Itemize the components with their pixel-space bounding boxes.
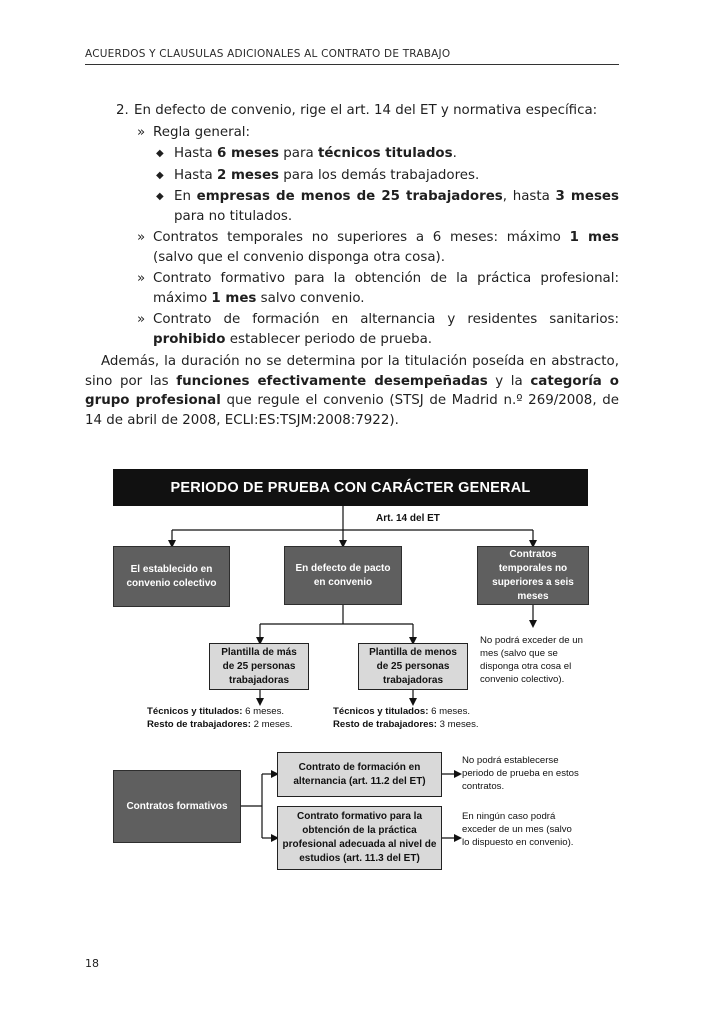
diamond-bullet-icon: ◆ — [156, 148, 164, 159]
item-number: 2. — [116, 103, 129, 118]
item-2-text: En defecto de convenio, rige el art. 14 del ET y normativa específica: — [134, 103, 598, 118]
running-header: ACUERDOS Y CLAUSULAS ADICIONALES AL CONTRATO DE TRABAJO — [85, 48, 619, 65]
bullet-item-2: ◆ Hasta 2 meses para los demás trabajadores. — [85, 166, 619, 186]
box-convenio-colectivo: El establecido en convenio colectivo — [113, 546, 230, 607]
art-14-label: Art. 14 del ET — [376, 513, 440, 524]
note-temporales: No podrá exceder de un mes (salvo que se disponga otra cosa el convenio colectivo). — [480, 635, 583, 685]
sub-item-practica: » Contrato formativo para la obtención de la práctica profesional: máximo 1 mes salvo convenio. — [137, 271, 619, 306]
bullet-item-3: ◆ En empresas de menos de 25 trabajadores, hasta 3 meses para no titulados. — [156, 189, 619, 224]
box-practica-profesional: Contrato formativo para la obtención de la práctica profesional adecuada al nivel de estudios (art. 11.3 del ET) — [277, 806, 442, 870]
box-contratos-formativos: Contratos formativos — [113, 770, 241, 843]
sub-item-alternancia: » Contrato de formación en alternancia y residentes sanitarios: prohibido establecer periodo de prueba. — [137, 312, 619, 347]
diamond-bullet-icon: ◆ — [156, 191, 164, 202]
chevron-marker: » — [137, 271, 146, 286]
sub-item-regla-general: » Regla general: — [85, 123, 619, 143]
chevron-marker: » — [137, 230, 146, 245]
chevron-marker: » — [137, 124, 146, 140]
box-defecto-pacto: En defecto de pacto en convenio — [284, 546, 402, 605]
paragraph-ademas: Además, la duración no se determina por la titulación poseída en abstracto, sino por las funciones efectivamente desempeñadas y la categoría o grupo profesional que regule el convenio (STSJ de Madrid n.º 269/2008, de 14 de abril de 2008, ECLI:ES:TSJM:2008:7922). — [85, 354, 620, 428]
diamond-bullet-icon: ◆ — [156, 169, 164, 181]
box-plantilla-mas-25: Plantilla de más de 25 personas trabajadoras — [209, 643, 309, 690]
values-menos-25: Técnicos y titulados: 6 meses. Resto de trabajadores: 3 meses. — [333, 706, 479, 730]
box-contratos-temporales: Contratos temporales no superiores a seis meses — [477, 546, 589, 605]
note-practica: En ningún caso podrá exceder de un mes (salvo lo dispuesto en convenio). — [462, 811, 574, 848]
diagram-title: PERIODO DE PRUEBA CON CARÁCTER GENERAL — [113, 469, 588, 506]
box-formacion-alternancia: Contrato de formación en alternancia (art. 11.2 del ET) — [277, 752, 442, 797]
sub-item-temporales: » Contratos temporales no superiores a 6 meses: máximo 1 mes (salvo que el convenio disponga otra cosa). — [137, 230, 620, 265]
bullet-item-1: ◆ Hasta 6 meses para técnicos titulados. — [85, 144, 619, 164]
values-mas-25: Técnicos y titulados: 6 meses. Resto de trabajadores: 2 meses. — [147, 706, 293, 730]
note-alternancia: No podrá establecerse periodo de prueba en estos contratos. — [462, 755, 579, 792]
chevron-marker: » — [137, 312, 146, 327]
box-plantilla-menos-25: Plantilla de menos de 25 personas trabajadoras — [358, 643, 468, 690]
page-number: 18 — [85, 957, 99, 970]
